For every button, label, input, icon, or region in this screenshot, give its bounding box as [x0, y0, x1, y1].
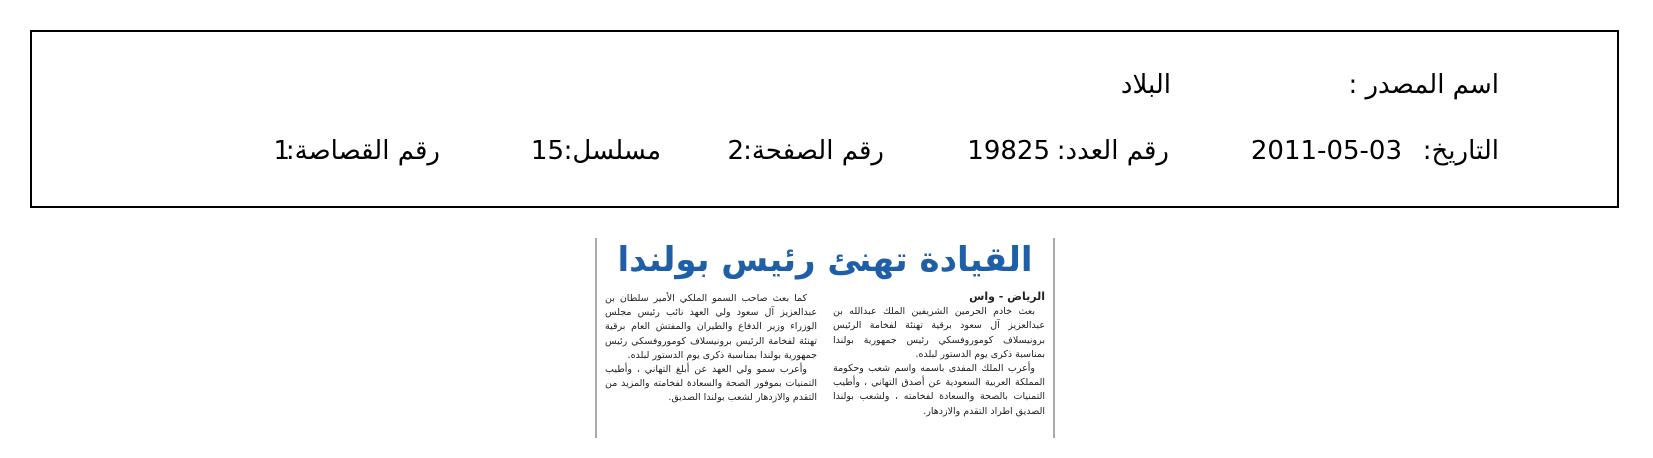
page-label: رقم الصفحة: [743, 136, 884, 166]
clipping-paragraph: كما بعث صاحب السمو الملكي الأمير سلطان بن عبدالعزيز آل سعود ولي العهد نائب رئيس مجلس الوزراء وزير الدفاع والطيران والمفتش العام برقية تهنئة لفخامة الرئيس برونيسلاف كوموروفسكي رئيس جمهورية بولندا بمناسبة ذكرى يوم الدستور لبلده. [605, 293, 817, 361]
clipping-paragraph: بعث خادم الحرمين الشريفين الملك عبدالله بن عبدالعزيز آل سعود برقية تهنئة لفخامة الرئيس برونيسلاف كوموروفسكي رئيس جمهورية بولندا بمناسبة ذكرى يوم الدستور لبلده. [833, 306, 1045, 360]
clip-number-label: رقم القصاصة: [285, 136, 440, 166]
page-value: 2 [727, 136, 744, 166]
clipping-metadata-box [30, 30, 1619, 208]
issue-value: 19825 [967, 136, 1050, 166]
source-value: البلاد [1120, 70, 1171, 100]
serial-label: مسلسل: [563, 136, 661, 166]
serial-value: 15 [530, 136, 564, 166]
source-label: اسم المصدر : [1348, 70, 1499, 100]
clip-number-value: 1 [273, 136, 290, 166]
newspaper-clipping [595, 238, 1055, 438]
clipping-column-left [605, 292, 817, 406]
clipping-paragraph: وأعرب سمو ولي العهد عن أبلغ التهاني ، وأطيب التمنيات بموفور الصحة والسعادة لفخامته والمزيد من التقدم والازدهار لشعب بولندا الصديق. [605, 364, 817, 404]
clipping-headline: القيادة تهنئ رئيس بولندا [617, 240, 1033, 280]
clipping-paragraph: وأعرب الملك المفدى باسمه واسم شعب وحكومة المملكة العربية السعودية عن أصدق التهاني ، وأطيب التمنيات بالصحة والسعادة لفخامته ، ولشعب بولندا الصديق اطراد التقدم والازدهار. [833, 363, 1045, 417]
date-value: 2011-05-03 [1250, 136, 1402, 166]
clipping-dateline: الرياض - واس [969, 290, 1045, 303]
clipping-column-right [833, 290, 1045, 419]
date-label: التاريخ: [1422, 136, 1499, 166]
issue-label: رقم العدد: [1056, 136, 1169, 166]
